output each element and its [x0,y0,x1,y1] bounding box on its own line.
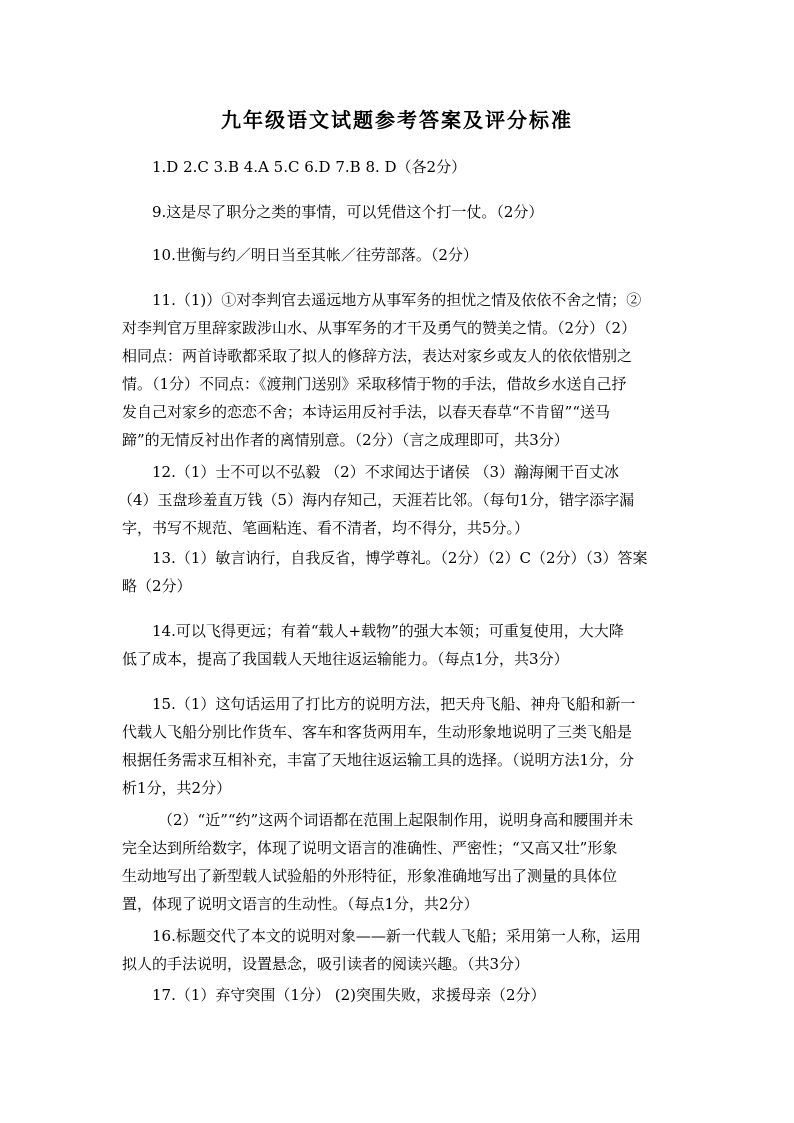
answer-line: 发自己对家乡的恋恋不舍；本诗运用反衬手法，以春天春草“不肯留”“送马 [122,403,611,421]
answer-line: 11.（1)）①对李判官去遥远地方从事军务的担忧之情及依依不舍之情；② [152,291,642,309]
answer-line: 1.D 2.C 3.B 4.A 5.C 6.D 7.B 8. D（各2分） [152,158,467,176]
answer-line: 完全达到所给数字，体现了说明文语言的准确性、严密性；“又高又壮”形象 [122,839,618,857]
answer-line: 置，体现了说明文语言的生动性。（每点1分，共2分） [122,895,479,913]
answer-line: 16.标题交代了本文的说明对象——新一代载人飞船；采用第一人称，运用 [152,927,641,945]
answer-line: （2）“近”“约”这两个词语都在范围上起限制作用，说明身高和腰围并未 [158,811,634,829]
answer-line: 对李判官万里辞家跋涉山水、从事军务的才干及勇气的赞美之情。（2分）（2） [122,319,637,337]
answer-line: 生动地写出了新型载人试验船的外形特征，形象准确地写出了测量的具体位 [122,867,618,885]
answer-line: 10.世衡与约／明日当至其帐／往劳部落。（2分） [152,246,478,264]
answer-line: 略（2分） [122,577,192,595]
answer-line: 代载人飞船分别比作货车、客车和客货两用车，生动形象地说明了三类飞船是 [122,723,633,741]
answer-line: 字，书写不规范、笔画粘连、看不清者，均不得分，共5分。） [122,519,530,537]
answer-line: 相同点：两首诗歌都采取了拟人的修辞方法，表达对家乡或友人的依依惜别之 [122,347,633,365]
answer-line: 情。（1分）不同点：《渡荆门送别》采取移情于物的手法，借故乡水送自己抒 [122,375,627,393]
answer-line: 蹄”的无情反衬出作者的离情别意。（2分）（言之成理即可，共3分） [122,431,569,449]
answer-line: 拟人的手法说明，设置悬念，吸引读者的阅读兴趣。（共3分） [122,955,530,973]
page-title: 九年级语文试题参考答案及评分标准 [221,108,573,132]
answer-line: 17.（1）弃守突围（1分） (2)突围失败，求援母亲（2分） [152,986,546,1004]
answer-line: 低了成本，提高了我国载人天地往返运输能力。（每点1分，共3分） [122,650,569,668]
answer-line: 析1分，共2分） [122,779,232,797]
answer-line: 15.（1）这句话运用了打比方的说明方法，把天舟飞船、神舟飞船和新一 [152,695,636,713]
answer-line: （4）玉盘珍羞直万钱（5）海内存知己，天涯若比邻。（每句1分，错字添字漏 [118,491,635,509]
answer-line: 根据任务需求互相补充，丰富了天地往返运输工具的选择。（说明方法1分，分 [122,751,635,769]
answer-line: 12.（1）士不可以不弘毅 （2）不求闻达于诸侯 （3）瀚海阑干百丈冰 [152,463,620,481]
answer-line: 9.这是尽了职分之类的事情，可以凭借这个打一仗。（2分） [152,203,544,221]
answer-line: 14.可以飞得更远；有着“载人+载物”的强大本领；可重复使用，大大降 [152,622,624,640]
answer-line: 13.（1）敏言讷行，自我反省，博学尊礼。（2分）（2）C（2分）（3）答案 [152,549,648,567]
